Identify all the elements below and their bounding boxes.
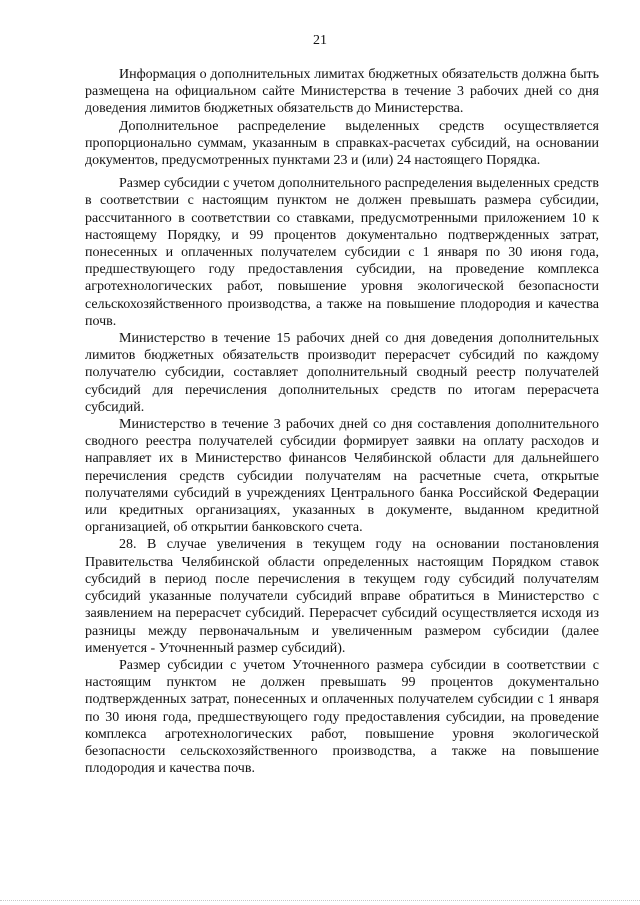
paragraph-ministry-recalculation: Министерство в течение 15 рабочих дней со дня доведения дополнительных лимитов бюджетных обязательств производит перерасчет субсидий по каждому получателю субсидии, составляет дополнительный сводный реестр получателей субсидий для перечисления дополнительных средств по итогам перерасчета субсидий. [85, 331, 599, 415]
paragraph-ministry-payment-requests: Министерство в течение 3 рабочих дней со дня составления дополнительного сводного реестра получателей субсидии формирует заявки на оплату расходов и направляет их в Министерство финансов Челябинской области для дальнейшего перечисления средств субсидии получателям на расчетные счета, открытые получателями субсидий в учреждениях Центрального банка Российской Федерации или кредитных организациях, указанных в документе, выданном кредитной организацией, об открытии банковского счета. [85, 417, 599, 536]
paragraph-refined-subsidy-size: Размер субсидии с учетом Уточненного размера субсидии в соответствии с настоящим пунктом не должен превышать 99 процентов документально подтвержденных затрат, понесенных и оплаченных получателем субсидии с 1 января по 30 июня года, предшествующего году предоставления субсидии, на проведение комплекса агротехнологических работ, повышение уровня экологической безопасности сельскохозяйственного производства, а также на повышение плодородия и качества почв. [85, 657, 599, 777]
paragraph-subsidy-size-limit: Размер субсидии с учетом дополнительного распределения выделенных средств в соответствии с настоящим пунктом не должен превышать размера субсидии, рассчитанного в соответствии со ставками, предусмотренными приложением 10 к настоящему Порядку, и 99 процентов документально подтвержденных затрат, понесенных и оплаченных получателем субсидии с 1 января по 30 июня года, предшествующего году предоставления субсидии, на проведение комплекса агротехнологических работ, повышение уровня экологической безопасности сельскохозяйственного производства, а также на повышение плодородия и качества почв. [85, 176, 599, 329]
document-body [85, 66, 599, 777]
bottom-scan-edge [0, 900, 640, 901]
page-number: 21 [313, 33, 327, 48]
paragraph-additional-distribution: Дополнительное распределение выделенных средств осуществляется пропорционально суммам, указанным в справках-расчетах субсидий, на основании документов, предусмотренных пунктами 23 и (или) 24 настоящего Порядка. [85, 118, 599, 169]
paragraph-budget-limits-info: Информация о дополнительных лимитах бюджетных обязательств должна быть размещена на официальном сайте Министерства в течение 3 рабочих дней со дня доведения лимитов бюджетных обязательств до Министерства. [85, 67, 599, 117]
paragraph-point-28: 28. В случае увеличения в текущем году на основании постановления Правительства Челябинской области определенных настоящим Порядком ставок субсидий в период после перечисления в текущем году субсидий получателям субсидий указанные получатели субсидий вправе обратиться в Министерство с заявлением на перерасчет субсидий. Перерасчет субсидий осуществляется исходя из разницы между первоначальным и увеличенным размером субсидии (далее именуется - Уточненный размер субсидий). [85, 537, 599, 656]
